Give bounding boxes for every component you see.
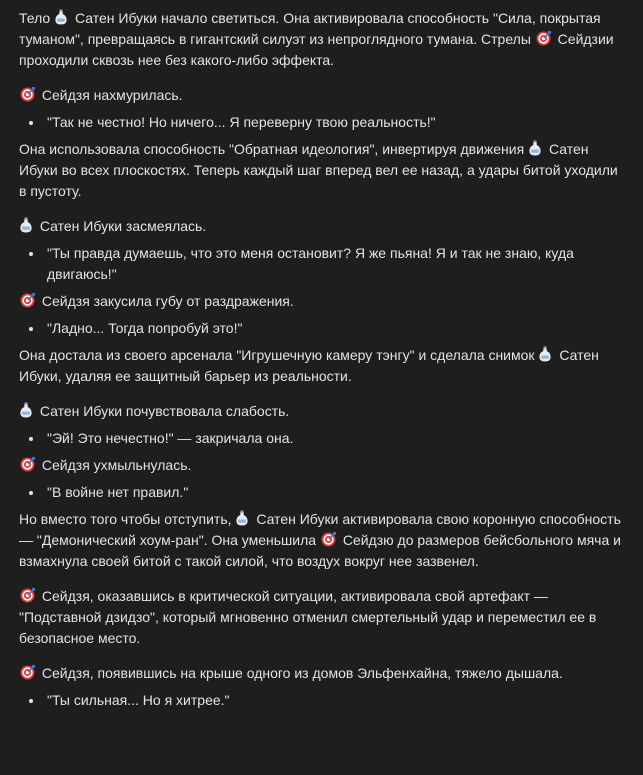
dialogue-item: "Эй! Это нечестно!" — закричала она.: [19, 428, 621, 449]
sake-bottle-icon: [529, 140, 542, 156]
sake-bottle-icon: [236, 510, 249, 526]
story-text: Сейдзя нахмурилась.: [41, 87, 183, 103]
dialogue-list: [19, 112, 621, 133]
sake-bottle-icon: [55, 9, 68, 25]
story-text: Сейдзии проходили сквозь нее без какого-либо эффекта.: [19, 31, 614, 68]
dialogue-list: [19, 243, 621, 285]
target-icon: [20, 87, 35, 102]
story-text: Сейдзя, появившись на крыше одного из домов Эльфенхайна, тяжело дышала.: [41, 665, 563, 681]
target-icon: [20, 457, 35, 472]
sake-bottle-icon: [539, 346, 552, 362]
story-text: Сатен Ибуки начало светиться. Она активировала способность "Сила, покрытая туманом", превращаясь в гигантский силуэт из непроглядного тумана. Стрелы: [19, 10, 601, 47]
dialogue-list: [19, 482, 621, 503]
story-paragraph: [19, 291, 621, 312]
story-paragraph: [19, 139, 621, 202]
story-paragraph: [19, 345, 621, 387]
story-text: Сатен Ибуки почувствовала слабость.: [39, 403, 290, 419]
story-paragraph: [19, 216, 621, 237]
story-text: Сейдзя, оказавшись в критической ситуации, активировала свой артефакт — "Подставной дзидзо", который мгновенно отменил смертельный удар и переместил ее в безопасное место.: [19, 588, 597, 646]
target-icon: [20, 665, 35, 680]
dialogue-list: [19, 690, 621, 711]
story-text: Но вместо того чтобы отступить,: [19, 511, 232, 527]
story-text: Тело: [19, 10, 51, 26]
story-text: Сатен Ибуки активировала свою коронную способность — "Демонический хоум-ран". Она уменьшила: [19, 511, 621, 548]
dialogue-item: "В войне нет правил.": [19, 482, 621, 503]
dialogue-list: [19, 318, 621, 339]
sake-bottle-icon: [20, 217, 33, 233]
dialogue-item: "Ты сильная... Но я хитрее.": [19, 690, 621, 711]
story-text: Сатен Ибуки во всех плоскостях. Теперь каждый шаг вперед вел ее назад, а удары битой уходили в пустоту.: [19, 141, 618, 199]
target-icon: [536, 31, 551, 46]
dialogue-item: "Ты правда думаешь, что это меня остановит? Я же пьяна! Я и так не знаю, куда двигаюсь!": [19, 243, 621, 285]
sake-bottle-icon: [20, 402, 33, 418]
story-text: Сейдзя ухмыльнулась.: [41, 457, 192, 473]
target-icon: [321, 532, 336, 547]
target-icon: [20, 588, 35, 603]
story-paragraph: [19, 586, 621, 649]
story-text: Она использовала способность "Обратная идеология", инвертируя движения: [19, 141, 525, 157]
story-text: Сатен Ибуки, удаляя ее защитный барьер из реальности.: [19, 347, 599, 384]
story-paragraph: [19, 85, 621, 106]
story-paragraph: [19, 663, 621, 684]
story-paragraph: [19, 8, 621, 71]
dialogue-item: "Ладно... Тогда попробуй это!": [19, 318, 621, 339]
story-paragraph: [19, 401, 621, 422]
story-text: Сейдзю до размеров бейсбольного мяча и взмахнула своей битой с такой силой, что воздух вокруг нее зазвенел.: [19, 532, 621, 569]
story-paragraph: [19, 455, 621, 476]
target-icon: [20, 293, 35, 308]
story-text: Сейдзя закусила губу от раздражения.: [41, 293, 294, 309]
dialogue-list: [19, 428, 621, 449]
story-paragraph: [19, 509, 621, 572]
story-text: Сатен Ибуки засмеялась.: [39, 218, 207, 234]
story-text: Она достала из своего арсенала "Игрушечную камеру тэнгу" и сделала снимок: [19, 347, 535, 363]
dialogue-item: "Так не честно! Но ничего... Я переверну твою реальность!": [19, 112, 621, 133]
